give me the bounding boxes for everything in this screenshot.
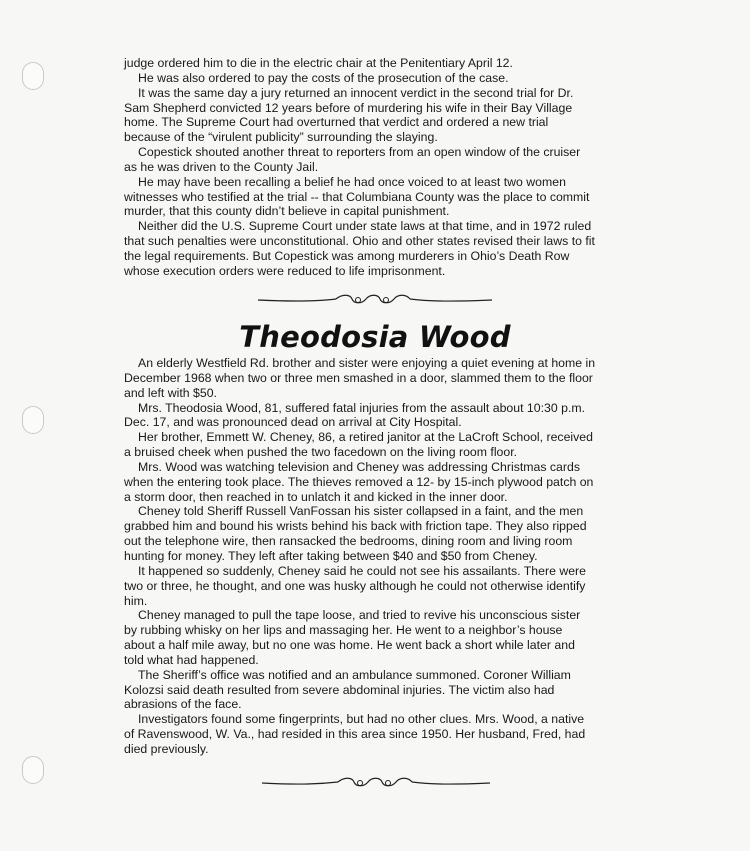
paragraph: He may have been recalling a belief he had once voiced to at least two women witnesses who testified at the trial -- that Columbiana County was the place to commit murder, that this county didn’t believe in capital punishment.: [124, 174, 590, 219]
binder-hole-middle: [22, 406, 44, 434]
paragraph: Cheney told Sheriff Russell VanFossan his sister collapsed in a faint, and the men grabbed him and bound his wrists behind his back with friction tape. They also ripped out the telephone wire, then ransacked the bedrooms, dining room and living room hunting for money. They left after taking between $40 and $50 from Cheney.: [124, 504, 587, 563]
paragraph: It happened so suddenly, Cheney said he could not see his assailants. There were two or three, he thought, and one was husky although he could not otherwise identify him.: [124, 563, 586, 608]
paragraph: Investigators found some fingerprints, but had no other clues. Mrs. Wood, a native of Ravenswood, W. Va., had resided in this area since 1950. Her husband, Fred, had died previously.: [124, 712, 586, 756]
previous-article-continuation: [124, 56, 596, 279]
paragraph: judge ordered him to die in the electric chair at the Penitentiary April 12.: [124, 56, 513, 70]
binder-hole-top: [22, 62, 44, 90]
divider-ornament-icon: [0, 290, 750, 310]
paragraph: He was also ordered to pay the costs of the prosecution of the case.: [138, 70, 509, 85]
paragraph: Mrs. Wood was watching television and Cheney was addressing Christmas cards when the entering took place. The thieves removed a 12- by 15-inch plywood patch on a storm door, then reached in to unlatch it and kicked in the inner door.: [124, 459, 594, 504]
paragraph: The Sheriff’s office was notified and an ambulance summoned. Coroner William Kolozsi said death resulted from severe abdominal injuries. The victim also had abrasions of the face.: [124, 667, 571, 712]
paragraph: Mrs. Theodosia Wood, 81, suffered fatal injuries from the assault about 10:30 p.m. Dec. 17, and was pronounced dead on arrival at City Hospital.: [124, 400, 586, 430]
paragraph: Neither did the U.S. Supreme Court under state laws at that time, and in 1972 ruled that such penalties were unconstitutional. Ohio and other states revised their laws to fit the legal requirements. But Copestick was among murderers in Ohio’s Death Row whose execution orders were reduced to life imprisonment.: [124, 219, 595, 278]
paragraph: It was the same day a jury returned an innocent verdict in the second trial for Dr. Sam Shepherd convicted 12 years before of murdering his wife in their Bay Village home. The Supreme Court had overturned that verdict and ordered a new trial because of the “virulent publicity” surrounding the slaying.: [124, 85, 574, 145]
divider-ornament-icon: [0, 772, 750, 792]
paragraph: Cheney managed to pull the tape loose, and tried to revive his unconscious sister by rubbing whisky on her lips and massaging her. He went to a neighbor’s house about a half mile away, but no one was home. He went back a short while later and told what had happened.: [124, 608, 581, 667]
paragraph: An elderly Westfield Rd. brother and sister were enjoying a quiet evening at home in December 1968 when two or three men smashed in a door, slammed them to the floor and left with $50.: [124, 356, 596, 400]
article-body: [124, 356, 596, 757]
article-title: Theodosia Wood: [239, 320, 511, 354]
paragraph: Copestick shouted another threat to reporters from an open window of the cruiser as he was driven to the County Jail.: [124, 145, 581, 174]
paragraph: Her brother, Emmett W. Cheney, 86, a retired janitor at the LaCroft School, received a bruised cheek when pushed the two facedown on the living room floor.: [124, 430, 593, 460]
